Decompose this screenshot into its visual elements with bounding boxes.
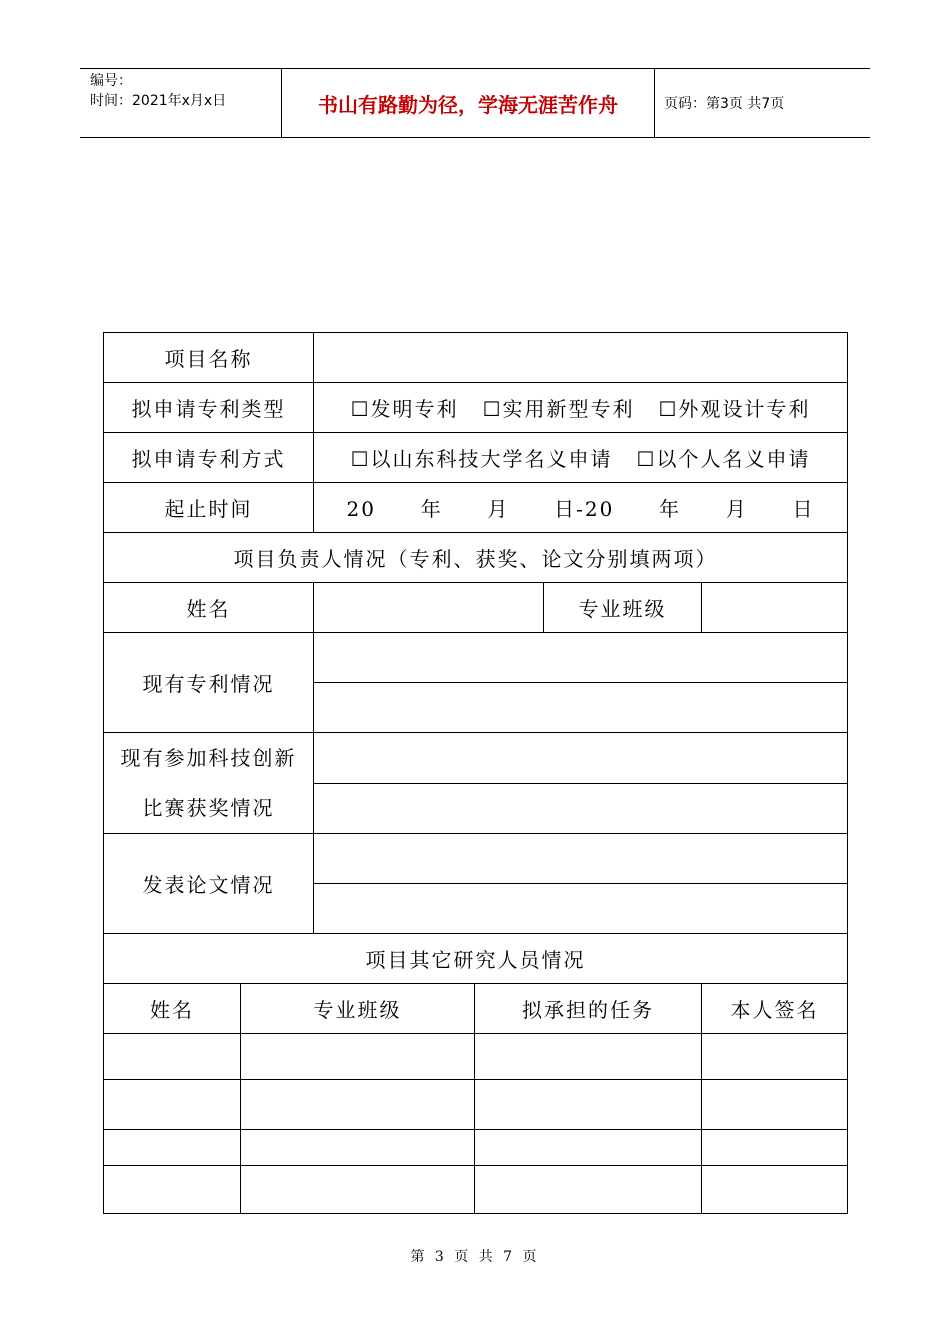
- leader-major-class-field[interactable]: [702, 583, 848, 633]
- application-form-table: [103, 332, 848, 1214]
- checkbox-invention-patent[interactable]: ☐发明专利: [350, 397, 459, 421]
- header-motto: 书山有路勤为径，学海无涯苦作舟: [318, 92, 618, 117]
- page-footer: 第 3 页 共 7 页: [410, 1249, 540, 1265]
- members-header-name: 姓名: [104, 984, 241, 1034]
- apply-method-label: 拟申请专利方式: [104, 433, 314, 483]
- table-row: [104, 1130, 848, 1166]
- time-label: 时间：2021年x月x日: [90, 93, 227, 109]
- competition-awards-label: [104, 733, 314, 834]
- member-signature-cell[interactable]: [702, 1130, 848, 1166]
- competition-award-field-2[interactable]: [314, 783, 848, 834]
- paper-field-1[interactable]: [314, 834, 848, 884]
- member-major-class-cell[interactable]: [241, 1130, 475, 1166]
- checkbox-apply-university[interactable]: ☐以山东科技大学名义申请: [350, 447, 613, 471]
- member-task-cell[interactable]: [475, 1080, 702, 1130]
- code-label: 编号：: [90, 73, 132, 89]
- apply-method-options: [314, 433, 848, 483]
- member-name-cell[interactable]: [104, 1080, 241, 1130]
- competition-award-field-1[interactable]: [314, 733, 848, 784]
- member-name-cell[interactable]: [104, 1130, 241, 1166]
- existing-patents-label: 现有专利情况: [104, 633, 314, 733]
- members-section-title: 项目其它研究人员情况: [104, 934, 848, 984]
- competition-awards-label-line2: 比赛获奖情况: [142, 796, 275, 820]
- checkbox-apply-individual[interactable]: ☐以个人名义申请: [636, 447, 811, 471]
- period-value[interactable]: 20 年 月 日-20 年 月 日: [314, 483, 848, 533]
- papers-label: 发表论文情况: [104, 834, 314, 934]
- member-task-cell[interactable]: [475, 1034, 702, 1080]
- competition-awards-label-line1: 现有参加科技创新: [120, 746, 297, 770]
- member-signature-cell[interactable]: [702, 1080, 848, 1130]
- period-label: 起止时间: [104, 483, 314, 533]
- member-task-cell[interactable]: [475, 1130, 702, 1166]
- member-major-class-cell[interactable]: [241, 1034, 475, 1080]
- patent-type-options: [314, 383, 848, 433]
- leader-name-label: 姓名: [104, 583, 314, 633]
- member-task-cell[interactable]: [475, 1166, 702, 1214]
- leader-section-title: 项目负责人情况（专利、获奖、论文分别填两项）: [104, 533, 848, 583]
- checkbox-design-patent[interactable]: ☐外观设计专利: [658, 397, 811, 421]
- member-name-cell[interactable]: [104, 1166, 241, 1214]
- header-meta: [90, 71, 280, 111]
- member-major-class-cell[interactable]: [241, 1080, 475, 1130]
- members-header-task: 拟承担的任务: [475, 984, 702, 1034]
- members-header-major-class: 专业班级: [241, 984, 475, 1034]
- member-signature-cell[interactable]: [702, 1034, 848, 1080]
- leader-name-field[interactable]: [314, 583, 544, 633]
- leader-major-class-label: 专业班级: [544, 583, 702, 633]
- member-name-cell[interactable]: [104, 1034, 241, 1080]
- project-name-field[interactable]: [314, 333, 848, 383]
- table-row: [104, 1034, 848, 1080]
- member-signature-cell[interactable]: [702, 1166, 848, 1214]
- page-header: [80, 68, 870, 138]
- checkbox-utility-model-patent[interactable]: ☐实用新型专利: [482, 397, 635, 421]
- members-header-signature: 本人签名: [702, 984, 848, 1034]
- existing-patent-field-1[interactable]: [314, 633, 848, 683]
- existing-patent-field-2[interactable]: [314, 683, 848, 733]
- table-row: [104, 1166, 848, 1214]
- paper-field-2[interactable]: [314, 884, 848, 934]
- patent-type-label: 拟申请专利类型: [104, 383, 314, 433]
- table-row: [104, 1080, 848, 1130]
- header-page-info: 页码：第3页 共7页: [664, 96, 785, 112]
- project-name-label: 项目名称: [104, 333, 314, 383]
- header-divider: [654, 69, 655, 137]
- member-major-class-cell[interactable]: [241, 1166, 475, 1214]
